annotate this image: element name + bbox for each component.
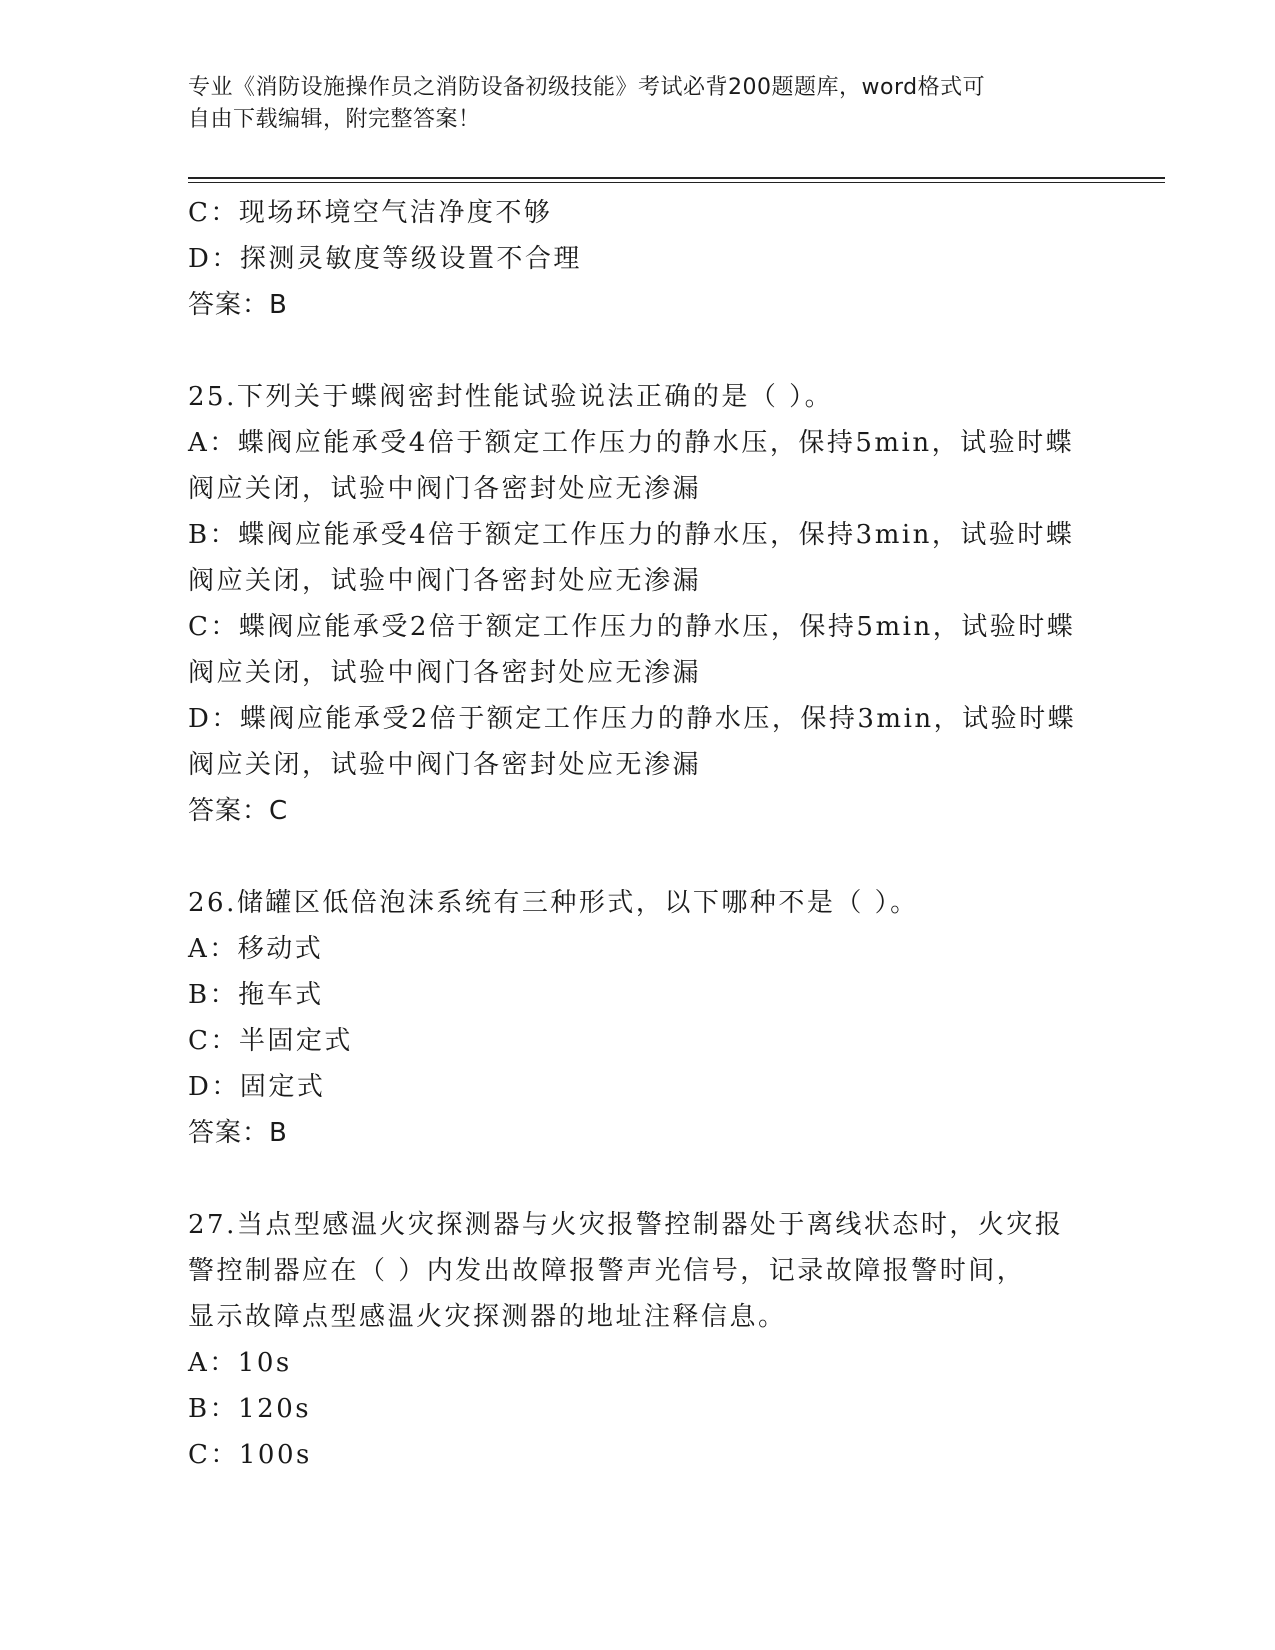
option-a-line-2: 阀应关闭，试验中阀门各密封处应无渗漏 <box>188 474 702 504</box>
option-a: A：移动式 <box>188 934 324 964</box>
option-d-line-1: D：蝶阀应能承受2倍于额定工作压力的静水压，保持3min，试验时蝶 <box>188 704 1077 734</box>
spacer <box>188 328 1088 374</box>
answer: 答案：B <box>188 1118 288 1148</box>
option-d: D：探测灵敏度等级设置不合理 <box>188 244 582 274</box>
question-27 <box>188 1202 1088 1478</box>
question-stem: 26.储罐区低倍泡沫系统有三种形式，以下哪种不是（ ）。 <box>188 888 919 918</box>
question-stem-line-2: 警控制器应在（ ）内发出故障报警声光信号，记录故障报警时间， <box>188 1256 1026 1286</box>
question-25 <box>188 374 1088 834</box>
option-c: C：100s <box>188 1440 312 1470</box>
option-d-line-2: 阀应关闭，试验中阀门各密封处应无渗漏 <box>188 750 702 780</box>
header-divider-thin <box>188 182 1165 183</box>
header-line-1: 专业《消防设施操作员之消防设备初级技能》考试必背200题题库，word格式可 <box>188 75 986 100</box>
header-line-2: 自由下载编辑，附完整答案！ <box>188 107 481 132</box>
option-c: C：现场环境空气洁净度不够 <box>188 198 553 228</box>
option-a-line-1: A：蝶阀应能承受4倍于额定工作压力的静水压，保持5min，试验时蝶 <box>188 428 1075 458</box>
spacer <box>188 834 1088 880</box>
question-26 <box>188 880 1088 1156</box>
option-c: C：半固定式 <box>188 1026 353 1056</box>
question-list <box>188 190 1088 1478</box>
answer: 答案：C <box>188 796 289 826</box>
option-c-line-1: C：蝶阀应能承受2倍于额定工作压力的静水压，保持5min，试验时蝶 <box>188 612 1076 642</box>
question-stem-line-3: 显示故障点型感温火灾探测器的地址注释信息。 <box>188 1302 787 1332</box>
document-header <box>188 72 1088 136</box>
option-a: A：10s <box>188 1348 292 1378</box>
option-b: B：120s <box>188 1394 312 1424</box>
option-b-line-2: 阀应关闭，试验中阀门各密封处应无渗漏 <box>188 566 702 596</box>
option-b: B：拖车式 <box>188 980 324 1010</box>
question-stem: 25.下列关于蝶阀密封性能试验说法正确的是（ ）。 <box>188 382 834 412</box>
header-divider-thick <box>188 177 1165 179</box>
option-b-line-1: B：蝶阀应能承受4倍于额定工作压力的静水压，保持3min，试验时蝶 <box>188 520 1075 550</box>
spacer <box>188 1156 1088 1202</box>
question-stem-line-1: 27.当点型感温火灾探测器与火灾报警控制器处于离线状态时，火灾报 <box>188 1210 1064 1240</box>
option-c-line-2: 阀应关闭，试验中阀门各密封处应无渗漏 <box>188 658 702 688</box>
question-24 <box>188 190 1088 328</box>
option-d: D：固定式 <box>188 1072 326 1102</box>
answer: 答案：B <box>188 290 288 320</box>
